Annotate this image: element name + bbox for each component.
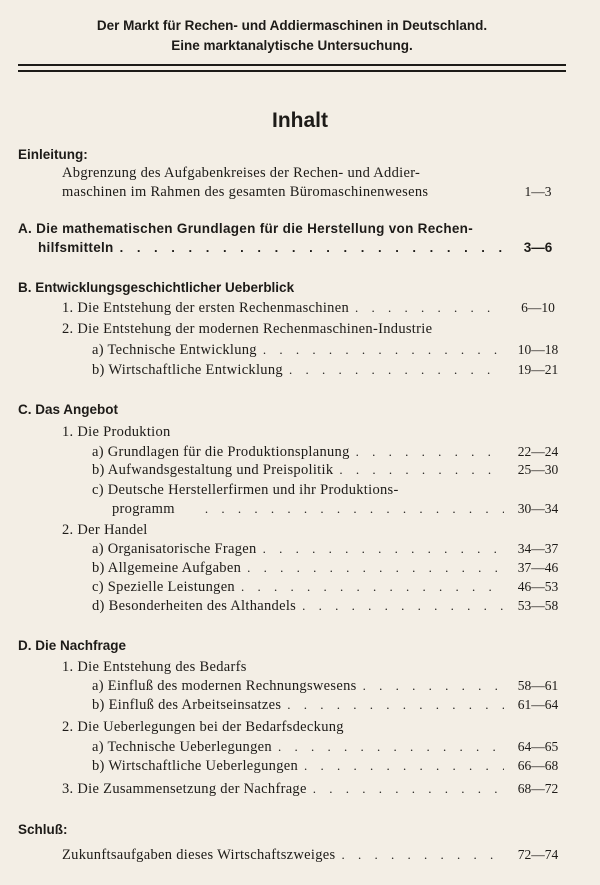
page-range: 10—18: [517, 342, 559, 357]
leader-dots: [302, 597, 504, 615]
toc-entry: [112, 500, 566, 518]
leader-dots: [289, 361, 504, 379]
leader-dots: [339, 461, 504, 479]
page-range: 1—3: [524, 184, 552, 199]
toc-entry: [62, 183, 566, 201]
leader-dots: [120, 239, 504, 257]
leader-dots: [356, 443, 504, 461]
page-range: 30—34: [517, 501, 559, 516]
toc-entry-label: b) Aufwandsgestaltung und Preispolitik: [92, 462, 334, 478]
toc-entry: [62, 320, 566, 338]
page-range: 68—72: [517, 781, 559, 796]
toc-entry-label: a) Einfluß des modernen Rechnungswesens: [92, 678, 357, 694]
toc-entry: [62, 423, 566, 441]
page-range: 34—37: [517, 541, 559, 556]
toc-entry-label: b) Wirtschaftliche Ueberlegungen: [92, 758, 299, 774]
section-heading-c: C. Das Angebot: [18, 402, 119, 417]
toc-entry-label: b) Allgemeine Aufgaben: [92, 560, 242, 576]
section-heading-a: A. Die mathematischen Grundlagen für die Herstellung von Rechen-: [18, 221, 474, 236]
header-subtitle-line: Eine marktanalytische Untersuchung.: [171, 38, 413, 53]
toc-entry-label: a) Technische Entwicklung: [92, 342, 257, 358]
toc-entry: [92, 443, 566, 461]
page-title: Inhalt: [272, 109, 328, 132]
toc-entry: [62, 521, 566, 539]
toc-entry-label: programm: [112, 501, 175, 517]
leader-dots: [304, 757, 504, 775]
section-heading-schluss: Schluß:: [18, 822, 68, 837]
toc-entry-label: 2. Die Entstehung der modernen Rechenmaschinen-Industrie: [62, 321, 433, 337]
toc-entry-label: b) Wirtschaftliche Entwicklung: [92, 362, 283, 378]
toc-entry: [92, 597, 566, 615]
page-range: 46—53: [517, 579, 559, 594]
toc-entry: [92, 361, 566, 379]
leader-dots: [263, 341, 504, 359]
toc-entry: [92, 540, 566, 558]
toc-entry-label: 1. Die Produktion: [62, 424, 171, 440]
toc-entry-label: b) Einfluß des Arbeitseinsatzes: [92, 697, 282, 713]
toc-entry: [92, 738, 566, 756]
section-heading-einleitung: Einleitung:: [18, 147, 88, 162]
page-range: 58—61: [517, 678, 559, 693]
page-range: 72—74: [517, 847, 559, 862]
toc-entry: [62, 846, 566, 864]
toc-entry: [92, 559, 566, 577]
leader-dots: [241, 578, 504, 596]
toc-entry-label: a) Technische Ueberlegungen: [92, 739, 272, 755]
toc-entry-label: 2. Die Ueberlegungen bei der Bedarfsdeckung: [62, 719, 344, 735]
toc-entry: [92, 341, 566, 359]
leader-dots: [205, 500, 504, 518]
page-range: 19—21: [517, 362, 559, 377]
leader-dots: [341, 846, 504, 864]
leader-dots: [263, 540, 504, 558]
leader-dots: [287, 696, 504, 714]
leader-dots: [278, 738, 504, 756]
toc-entry: [92, 757, 566, 775]
toc-entry-label: hilfsmitteln: [38, 240, 114, 255]
toc-entry: [62, 718, 566, 736]
page-range: 25—30: [517, 462, 559, 477]
leader-dots: [355, 299, 504, 317]
leader-dots: [247, 559, 504, 577]
toc-entry-label: a) Grundlagen für die Produktionsplanung: [92, 444, 350, 460]
toc-entry: [92, 481, 566, 499]
toc-entry-label: c) Spezielle Leistungen: [92, 579, 235, 595]
page-range: 22—24: [517, 444, 559, 459]
page-range: 66—68: [517, 758, 559, 773]
toc-entry: [62, 780, 566, 798]
toc-entry-label: Abgrenzung des Aufgabenkreises der Rechen- und Addier-: [62, 165, 421, 181]
toc-entry-label: 1. Die Entstehung des Bedarfs: [62, 659, 247, 675]
header-title-line: Der Markt für Rechen- und Addiermaschinen in Deutschland.: [96, 18, 488, 33]
toc-entry: [92, 696, 566, 714]
toc-entry: [92, 461, 566, 479]
toc-entry-label: 2. Der Handel: [62, 522, 148, 538]
toc-line: [62, 164, 566, 182]
toc-entry: [62, 658, 566, 676]
toc-entry-label: Zukunftsaufgaben dieses Wirtschaftszweiges: [62, 847, 336, 863]
toc-entry-label: 1. Die Entstehung der ersten Rechenmaschinen: [62, 300, 350, 316]
page-range: 6—10: [521, 300, 555, 315]
leader-dots: [313, 780, 504, 798]
toc-entry-label: c) Deutsche Herstellerfirmen und ihr Produktions-: [92, 482, 399, 498]
toc-entry-label: a) Organisatorische Fragen: [92, 541, 257, 557]
leader-dots: [363, 677, 504, 695]
toc-entry-label: 3. Die Zusammensetzung der Nachfrage: [62, 781, 307, 797]
toc-entry-label: maschinen im Rahmen des gesamten Büromaschinenwesens: [62, 184, 429, 200]
page-range: 64—65: [517, 739, 559, 754]
toc-entry: [62, 299, 566, 317]
page-range: 61—64: [517, 697, 559, 712]
section-heading-b: B. Entwicklungsgeschichtlicher Ueberblick: [18, 280, 295, 295]
toc-entry-label: d) Besonderheiten des Althandels: [92, 598, 297, 614]
page-range: 53—58: [517, 598, 559, 613]
toc-entry: [92, 578, 566, 596]
page-range: 3—6: [523, 240, 553, 255]
page-range: 37—46: [517, 560, 559, 575]
toc-entry: [92, 677, 566, 695]
section-heading-d: D. Die Nachfrage: [18, 638, 127, 653]
toc-entry: [38, 239, 566, 257]
